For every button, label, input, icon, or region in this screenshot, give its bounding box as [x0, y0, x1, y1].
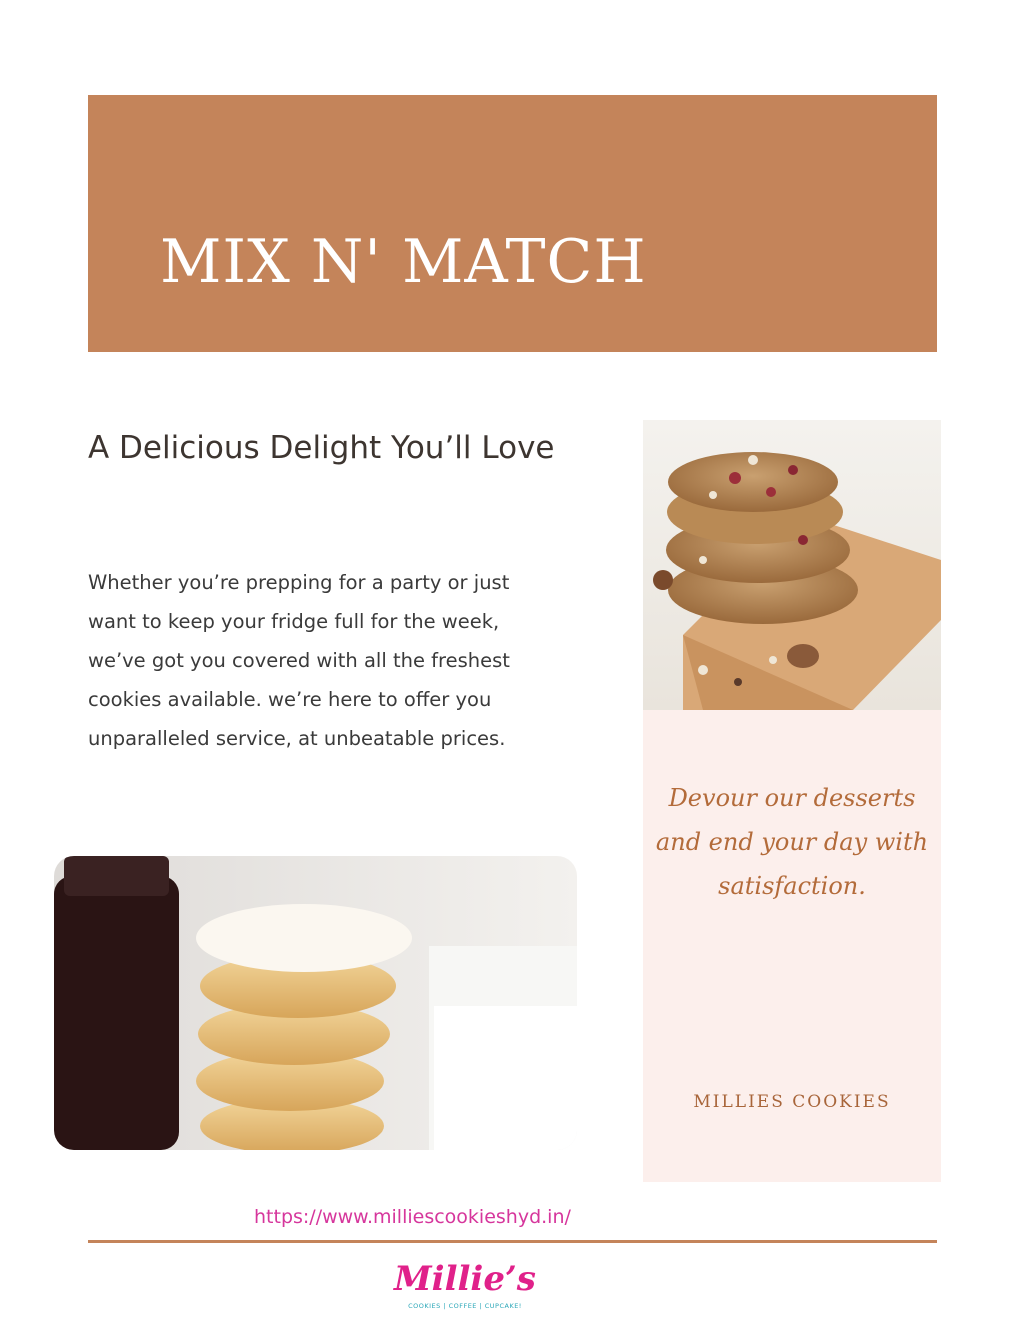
logo-subtitle: COOKIES | COFFEE | CUPCAKE! [408, 1302, 522, 1310]
tagline-text: Devour our desserts and end your day with satisfaction. [655, 784, 929, 900]
brand-caption: MILLIES COOKIES [693, 1092, 891, 1112]
powdered-cookies-photo [54, 856, 577, 1150]
footer-divider [88, 1240, 937, 1243]
page-title: MIX N' MATCH [160, 227, 647, 297]
title-banner [88, 95, 937, 352]
logo-wordmark: Millie’s [394, 1259, 536, 1299]
millies-logo [380, 1254, 550, 1314]
website-link[interactable]: https://www.milliescookieshyd.in/ [254, 1206, 571, 1228]
intro-headline: A Delicious Delight You’ll Love [88, 430, 555, 466]
granola-cookies-photo [643, 420, 941, 710]
intro-body: Whether you’re prepping for a party or just want to keep your fridge full for the week, we’ve got you covered with all the freshest cookies available. we’re here to offer you unparalleled service, at unbeatable prices. [88, 571, 510, 750]
tagline-panel [643, 710, 941, 1182]
